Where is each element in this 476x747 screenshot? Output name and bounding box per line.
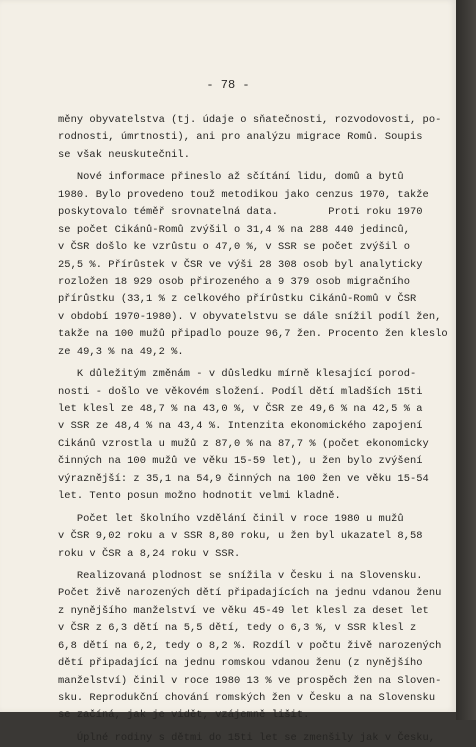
text-line: se však neuskutečnil. [58, 148, 190, 161]
paragraph [58, 568, 442, 725]
text-line: Nové informace přineslo až sčítání lidu, domů a bytů [58, 171, 404, 184]
page-number: - 78 - [206, 78, 250, 92]
text-line: ze 49,3 % na 49,2 %. [58, 345, 184, 358]
paragraph [58, 112, 442, 164]
text-line: roku v ČSR a 8,24 roku v SSR. [58, 547, 241, 560]
text-line: výraznější: z 35,1 na 54,9 činných na 100 žen ve věku 15-54 [58, 472, 429, 485]
paragraph [58, 511, 438, 563]
text-line: se začíná, jak je vidět, vzájemně lišit. [58, 709, 310, 722]
text-line: přírůstku (33,1 % z celkového přírůstku Cikánů-Romů v ČSR [58, 293, 417, 306]
text-line: rozložen 18 929 osob přirozeného a 9 379 osob migračního [58, 275, 410, 288]
text-line: v období 1970-1980). V obyvatelstvu se dále snížil podíl žen, [58, 310, 442, 323]
text-line: K důležitým změnám - v důsledku mírně klesající porod- [58, 368, 417, 381]
text-line: Realizovaná plodnost se snížila v Česku i na Slovensku. [58, 569, 423, 582]
text-line: sku. Reprodukční chování romských žen v Česku a na Slovensku [58, 692, 436, 704]
text-line: v ČSR došlo ke vzrůstu o 47,0 %, v SSR se počet zvýšil o [58, 241, 410, 254]
text-line: dětí připadající na jednu romskou vdanou ženu (z nynějšího [58, 657, 423, 670]
paragraph [58, 169, 448, 361]
text-line: let. Tento posun možno hodnotit velmi kladně. [58, 490, 341, 503]
body-text [58, 112, 448, 747]
text-line: manželství) činil v roce 1980 13 % ve prospěch žen na Sloven- [58, 674, 442, 687]
text-line: v ČSR z 6,3 dětí na 5,5 dětí, tedy o 6,3 %, v SSR klesl z [58, 622, 417, 635]
text-line: nosti - došlo ve věkovém složení. Podíl dětí mladších 15ti [58, 385, 423, 398]
text-line: se počet Cikánů-Romů zvýšil o 31,4 % na 288 440 jedinců, [58, 223, 410, 236]
text-line: takže na 100 mužů připadlo pouze 96,7 žen. Procento žen kleslo [58, 328, 448, 341]
text-line: činných na 100 mužů ve věku 15-59 let), u žen bylo zvýšení [58, 455, 423, 468]
text-line: v ČSR 9,02 roku a v SSR 8,80 roku, u žen byl ukazatel 8,58 [58, 530, 423, 543]
text-line: 25,5 %. Přírůstek v ČSR ve výši 28 308 osob byl analyticky [58, 258, 423, 271]
text-line: let klesl ze 48,7 % na 43,0 %, v ČSR ze 49,6 % na 42,5 % a [58, 403, 423, 415]
text-line: Počet let školního vzdělání činil v roce 1980 u mužů [58, 512, 404, 525]
text-line: Cikánů vzrostla u mužů z 87,0 % na 87,7 % (počet ekonomicky [58, 437, 429, 450]
paragraph [58, 730, 438, 747]
text-line: 6,8 dětí na 6,2, tedy o 8,2 %. Rozdíl v počtu živě narozených [58, 639, 442, 652]
text-line: poskytovalo téměř srovnatelná data. Proti roku 1970 [58, 206, 423, 219]
text-line: v SSR ze 48,4 % na 43,4 %. Intenzita ekonomického zapojení [58, 420, 423, 433]
text-line: z nynějšího manželství ve věku 45-49 let klesl za deset let [58, 604, 429, 617]
text-line: Počet živě narozených dětí připadajících na jednu vdanou ženu [58, 587, 442, 600]
text-line: Úplné rodiny s dětmi do 15ti let se zmenšily jak v Česku, [58, 731, 436, 744]
text-line: 1980. Bylo provedeno touž metodikou jako cenzus 1970, takže [58, 188, 429, 201]
paragraph [58, 366, 438, 506]
binding-edge [456, 0, 476, 720]
text-line: měny obyvatelstva (tj. údaje o sňatečnosti, rozvodovosti, po- [58, 114, 442, 126]
text-line: rodnosti, úmrtnosti), ani pro analýzu migrace Romů. Soupis [58, 131, 423, 144]
